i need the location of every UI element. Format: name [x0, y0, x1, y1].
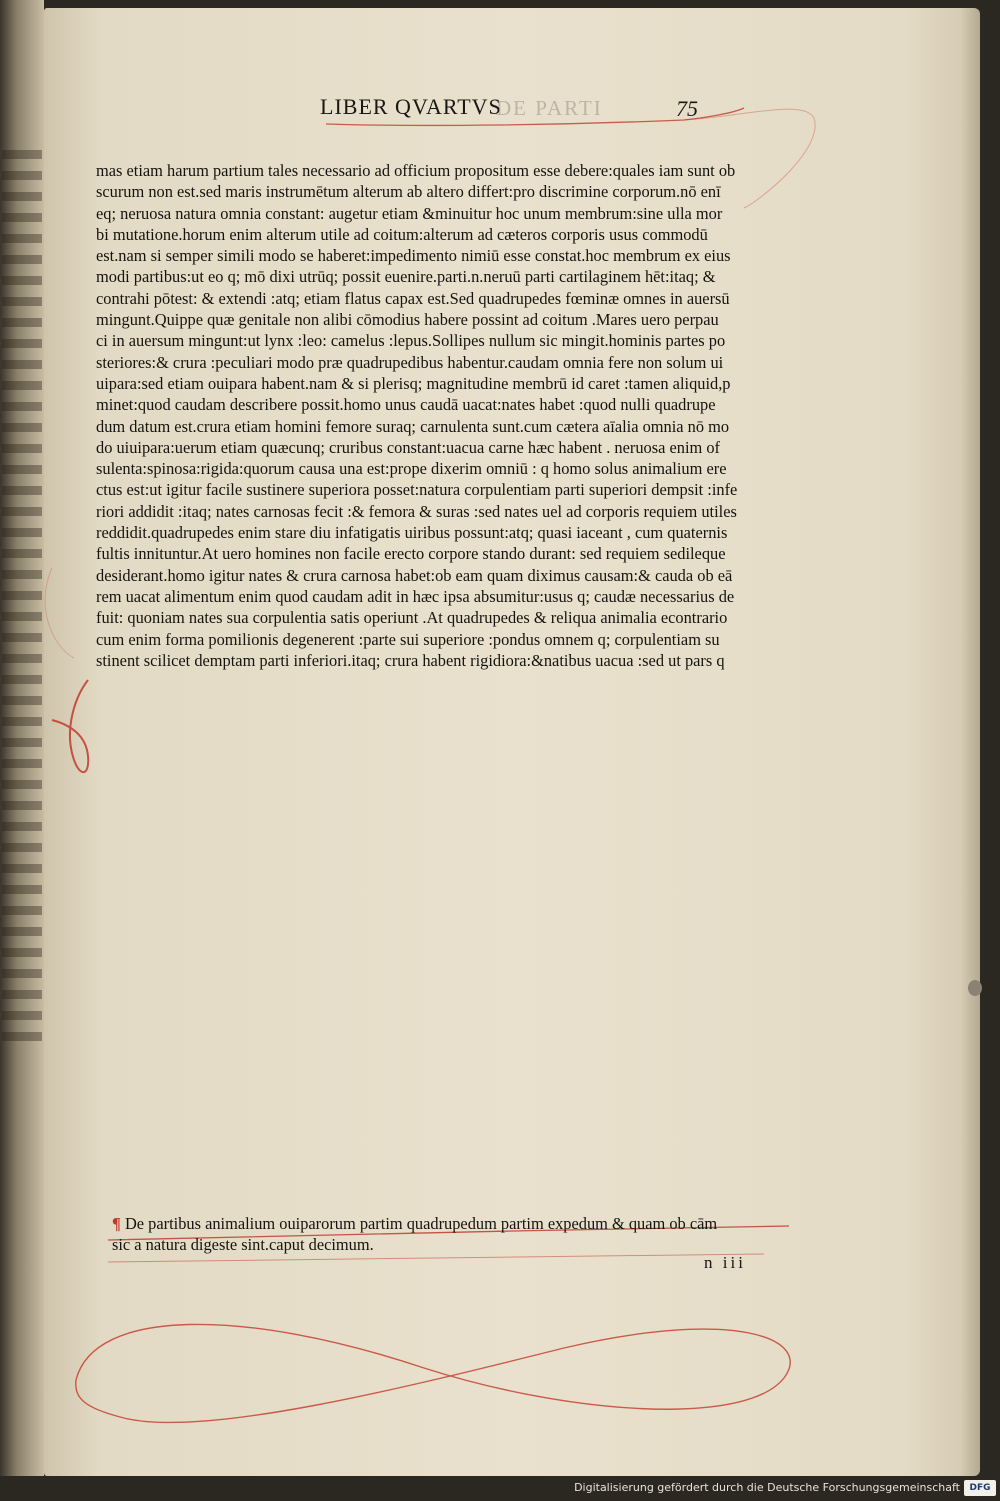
text-line: dum datum est.crura etiam homini femore suraq; carnulenta sunt.cum cætera aīalia omnia nō mo	[96, 416, 730, 436]
text-line: mingunt.Quippe quæ genitale non alibi cōmodius habere possint ad coitum .Mares uero perpau	[96, 310, 719, 330]
left-page-text-fragment	[2, 150, 42, 1050]
show-through-heading: DE PARTI	[496, 96, 603, 120]
text-line: desiderant.homo igitur nates & crura carnosa habet:ob eam quam diximus causam:& cauda ob eā	[96, 565, 733, 585]
text-line: cum enim forma pomilionis degenerent :parte sui superiore :pondus omnem q; corpulentiam su	[96, 629, 720, 649]
book-page	[44, 8, 980, 1476]
text-line: riori addidit :itaq; nates carnosas fecit :& femora & suras :sed nates uel ad corporis requiem utiles	[96, 501, 737, 521]
text-line: fuit: quoniam nates sua corpulentia satis operiunt .At quadrupedes & reliqua animalia econtrario	[96, 608, 728, 628]
chapter-heading-line-2: sic a natura digeste sint.caput decimum.	[112, 1235, 374, 1255]
running-title: LIBER QVARTVS	[320, 94, 502, 119]
chapter-heading	[112, 1213, 832, 1256]
text-line: uipara:sed etiam ouipara habent.nam & si plerisq; magnitudine membrū id caret :tamen aliquid,p	[96, 373, 731, 393]
text-line: fultis innituntur.At uero homines non facile erecto corpore stando durant: sed requiem sedileque	[96, 544, 726, 564]
text-line: rem uacat alimentum enim quod caudam adit in hæc ipsa absumitur:usus q; caudæ necessarius de	[96, 586, 735, 606]
text-line: ci in auersum mingunt:ut lynx :leo: camelus :lepus.Sollipes nullum sic mingit.hominis partes po	[96, 331, 726, 351]
margin-faint-flourish	[45, 568, 74, 658]
text-line: contrahi pōtest: & extendi :atq; etiam flatus capax est.Sed quadrupedes fœminæ omnes in auersū	[96, 288, 730, 308]
text-line: ctus est:ut igitur facile sustinere superiora posset:natura corpulentiam parti superiori dempsit :infe	[96, 480, 738, 500]
page-blemish	[968, 980, 982, 996]
text-line: reddidit.quadrupedes enim stare diu infatigatis uiribus possunt:atq; quasi iaceant , cum quaternis	[96, 523, 728, 543]
text-line: bi mutatione.horum enim alterum utile ad coitum:alterum ad cæteros corporis usus commodū	[96, 224, 708, 244]
text-line: est.nam si semper simili modo se haberet:impedimento nimiū esse constat.hoc membrum ex eius	[96, 246, 731, 266]
text-line: steriores:& crura :peculiari modo præ quadrupedibus habentur.caudam omnia fere non solum ui	[96, 352, 724, 372]
text-line: stinent scilicet demptam parti inferiori.itaq; crura habent rigidiora:&natibus uacua :sed ut pars q	[96, 650, 725, 670]
signature-mark: n iii	[704, 1253, 746, 1272]
bottom-loop-flourish	[76, 1324, 790, 1422]
text-line: eq; neruosa natura omnia constant: augetur etiam &minuitur hoc unum membrum:sine ulla mor	[96, 203, 723, 223]
chapter-heading-line-1: ¶ De partibus animalium ouiparorum partim quadrupedum partim expedum & quam ob cām	[112, 1214, 718, 1233]
dfg-logo: DFG	[964, 1480, 996, 1496]
main-text-block	[96, 160, 836, 671]
text-line: sulenta:spinosa:rigida:quorum causa una est:prope dixerim omniū : q homo solus animalium ere	[96, 459, 727, 479]
text-line: scurum non est.sed maris instrumētum alterum ab altero differt:pro discrimine corporum.nō enī	[96, 182, 721, 202]
text-line: do uiuipara:uerum etiam quæcunq; cruribus constant:uacua carne hæc habent . neruosa enim of	[96, 437, 721, 457]
paragraph-mark-icon: ¶	[112, 1214, 125, 1233]
text-line: modi partibus:ut eo q; mō dixi utrūq; possit euenire.parti.n.neruū parti cartilaginem hēt:itaq; &	[96, 267, 716, 287]
left-page-edge	[0, 0, 44, 1501]
page-edge-shadow	[960, 8, 980, 1476]
digitization-credit: Digitalisierung gefördert durch die Deutsche Forschungsgemeinschaft	[574, 1481, 960, 1494]
folio-number: 75	[676, 96, 698, 121]
margin-initial-flourish	[52, 680, 88, 772]
text-line: mas etiam harum partium tales necessario ad officium propositum esse debere:quales iam sunt ob	[96, 161, 736, 180]
text-line: minet:quod caudam describere possit.homo unus caudā uacat:nates habet :quod nulli quadrupe	[96, 395, 716, 415]
